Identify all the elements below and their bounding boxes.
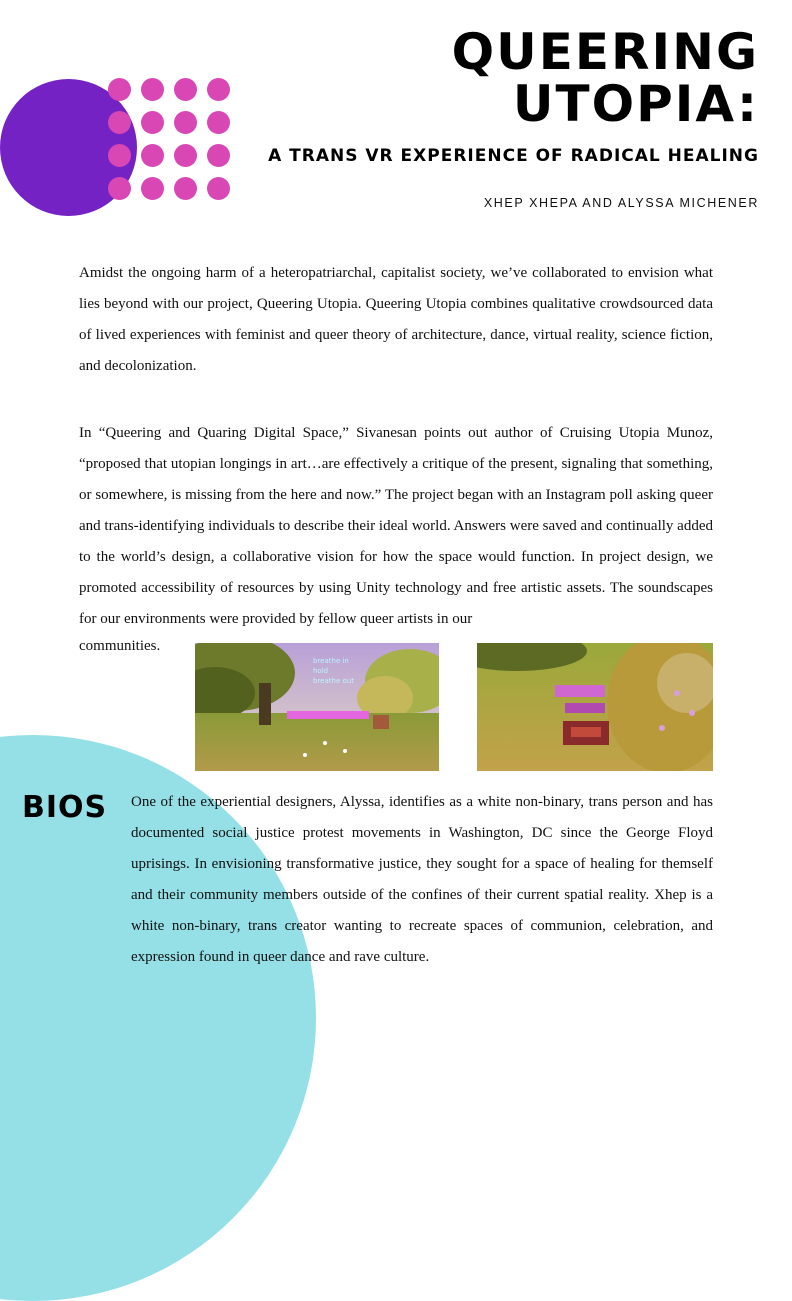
forest-scene-illustration [195, 643, 439, 771]
pink-dot [141, 111, 164, 134]
pink-dot [108, 144, 131, 167]
page-title [451, 23, 759, 133]
pink-dot [207, 144, 230, 167]
scene-caption-text-1: breathe in [313, 657, 349, 665]
pink-dot-grid-decoration [108, 78, 230, 200]
pink-dot [108, 177, 131, 200]
title-line-2: UTOPIA: [512, 75, 759, 133]
body-paragraph-2-end: communities. [79, 638, 161, 654]
scene-caption-text-3: breathe out [313, 677, 354, 685]
page-subtitle: A TRANS VR EXPERIENCE OF RADICAL HEALING [268, 146, 759, 166]
scene-caption-text-2: hold [313, 667, 329, 675]
authors-line: XHEP XHEPA AND ALYSSA MICHENER [483, 196, 759, 210]
pink-dot [174, 78, 197, 101]
bios-heading: BIOS [22, 790, 108, 825]
pink-dot [174, 177, 197, 200]
body-paragraph-1: Amidst the ongoing harm of a heteropatriarchal, capitalist society, we’ve collaborated to envision what lies beyond with our project, Queering Utopia. Queering Utopia combines qualitative crowdsourced data of lived experiences with feminist and queer theory of architecture, dance, virtual reality, science fiction, and decolonization. [79, 265, 713, 374]
pink-dot [207, 111, 230, 134]
pink-dot [174, 144, 197, 167]
pink-dot [174, 111, 197, 134]
bios-paragraph: One of the experiential designers, Alyssa, identifies as a white non-binary, trans person and has documented social justice protest movements in Washington, DC since the George Floyd uprisings. In envisioning transformative justice, they sought for a space of healing for themself and their community members outside of the confines of their current spatial reality. Xhep is a white non-binary, trans creator wanting to recreate spaces of communion, celebration, and expression found in queer dance and rave culture. [131, 794, 713, 965]
pink-dot [141, 78, 164, 101]
pink-dot [141, 144, 164, 167]
vr-scene-image-left [195, 643, 439, 771]
vr-scene-image-right [477, 643, 713, 771]
pink-dot [108, 78, 131, 101]
meadow-scene-illustration [477, 643, 713, 771]
pink-dot [207, 78, 230, 101]
body-paragraph-2: In “Queering and Quaring Digital Space,” Sivanesan points out author of Cruising Utopia Munoz, “proposed that utopian longings in art…are effectively a critique of the present, signaling that something, or somewhere, is missing from the here and now.” The project began with an Instagram poll asking queer and trans-identifying individuals to describe their ideal world. Answers were saved and continually added to the world’s design, a collaborative vision for how the space would function. In project design, we promoted accessibility of resources by using Unity technology and free artistic assets. The soundscapes for our environments were provided by fellow queer artists in our [79, 425, 713, 627]
pink-dot [141, 177, 164, 200]
pink-dot [108, 111, 131, 134]
title-line-1: QUEERING [451, 23, 759, 81]
pink-dot [207, 177, 230, 200]
